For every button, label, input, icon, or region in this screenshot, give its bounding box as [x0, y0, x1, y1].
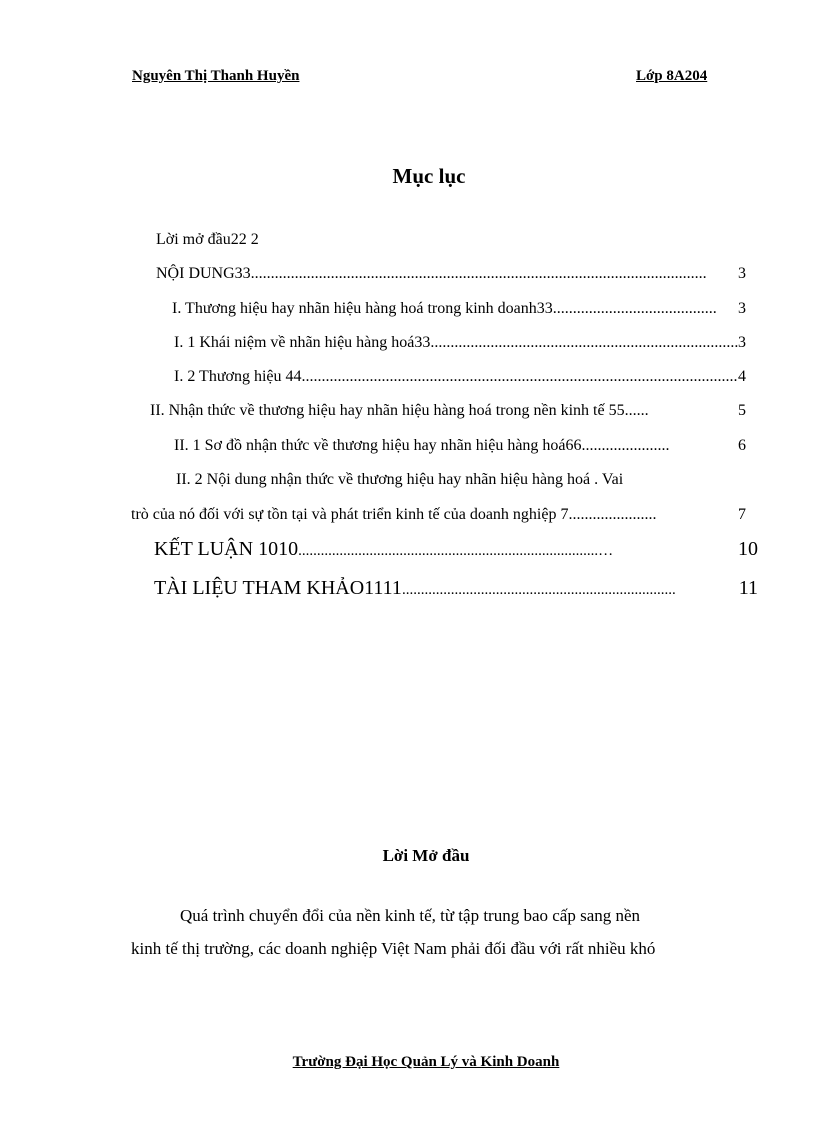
- toc-entry-label: KẾT LUẬN 1010: [154, 538, 299, 560]
- toc-entry-section-1[interactable]: [172, 299, 746, 319]
- toc-entry-intro[interactable]: [156, 230, 259, 250]
- toc-entry-section-2[interactable]: [150, 401, 746, 421]
- toc-entry-label: II. 1 Sơ đồ nhận thức về thương hiệu hay nhãn hiệu hàng hoá66: [174, 437, 582, 454]
- toc-entry-section-2-1[interactable]: [174, 436, 746, 456]
- toc-entry-ket-luan[interactable]: [154, 537, 758, 563]
- toc-entry-noi-dung[interactable]: [156, 264, 746, 284]
- toc-entry-label: I. 2 Thương hiệu 44: [174, 368, 302, 385]
- toc-entry-leader: ................................................................................…: [298, 543, 614, 559]
- toc-entry-page: 7: [738, 506, 746, 523]
- toc-entry-label: I. 1 Khái niệm về nhãn hiệu hàng hoá33: [174, 334, 431, 351]
- toc-entry-leader: .............................................................................................................: [301, 368, 738, 385]
- toc-entry-tai-lieu[interactable]: [154, 576, 758, 602]
- toc-entry-leader: ......................: [581, 437, 670, 454]
- header-author: Nguyên Thị Thanh Huyền: [132, 68, 300, 84]
- toc-entry-section-2-2-line2[interactable]: [131, 505, 746, 525]
- intro-paragraph-line2: kinh tế thị trường, các doanh nghiệp Việt Nam phải đối đầu với rất nhiều khó: [131, 939, 656, 958]
- toc-entry-label: Lời mở đầu22 2: [156, 231, 259, 248]
- toc-entry-label: TÀI LIỆU THAM KHẢO1111: [154, 577, 402, 599]
- toc-entry-leader: ......: [624, 402, 649, 419]
- toc-entry-page: 4: [738, 368, 746, 385]
- intro-heading: Lời Mở đầu: [382, 846, 470, 865]
- toc-entry-page: 3: [738, 265, 746, 282]
- toc-entry-leader: ......................: [568, 506, 657, 523]
- toc-title: Mục lục: [392, 164, 466, 188]
- toc-entry-section-2-2-line1[interactable]: [176, 470, 623, 490]
- toc-entry-leader: .........................................................................: [401, 582, 676, 598]
- toc-entry-label: II. 2 Nội dung nhận thức về thương hiệu hay nhãn hiệu hàng hoá . Vai: [176, 471, 624, 488]
- toc-entry-page: 3: [738, 334, 746, 351]
- toc-entry-leader: .............................................................................: [430, 334, 738, 351]
- toc-entry-label: NỘI DUNG33: [156, 265, 251, 282]
- toc-entry-page: 3: [738, 300, 746, 317]
- toc-entry-page: 10: [738, 538, 758, 560]
- intro-paragraph-line1: Quá trình chuyển đổi của nền kinh tế, từ tập trung bao cấp sang nền: [180, 906, 641, 925]
- toc-entry-leader: ..................................................................................................................: [250, 265, 707, 282]
- toc-entry-label: II. Nhận thức về thương hiệu hay nhãn hiệu hàng hoá trong nền kinh tế 55: [150, 402, 625, 419]
- toc-entry-label: I. Thương hiệu hay nhãn hiệu hàng hoá trong kinh doanh33: [172, 300, 553, 317]
- header-class: Lớp 8A204: [636, 68, 708, 84]
- toc-entry-leader: .........................................: [552, 300, 717, 317]
- toc-entry-page: 11: [738, 577, 758, 599]
- footer-school: Trường Đại Học Quản Lý và Kinh Doanh: [292, 1054, 560, 1070]
- toc-entry-page: 5: [738, 402, 746, 419]
- toc-entry-page: 6: [738, 437, 746, 454]
- toc-entry-section-1-2[interactable]: [174, 367, 746, 387]
- toc-entry-label: trò của nó đối với sự tồn tại và phát triển kinh tế của doanh nghiệp 7: [131, 506, 569, 523]
- toc-entry-section-1-1[interactable]: [174, 333, 746, 353]
